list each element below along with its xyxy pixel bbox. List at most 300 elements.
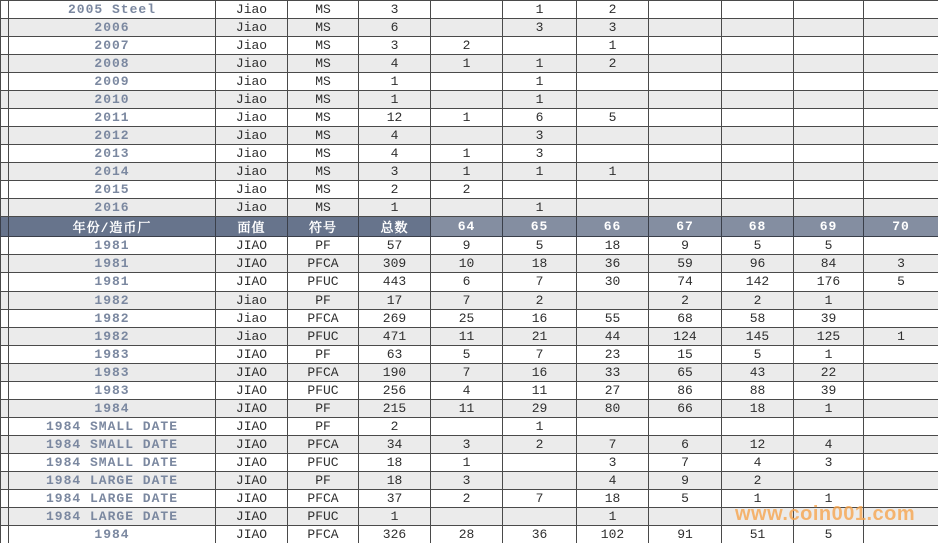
value-cell [864,489,938,507]
value-cell: 2 [359,181,431,199]
year-mint-cell: 1984 LARGE DATE [9,507,216,525]
table-row [1,399,938,417]
value-cell: 4 [577,471,649,489]
value-cell [794,471,864,489]
value-cell: 6 [359,19,431,37]
value-cell: 1 [503,73,577,91]
year-mint-cell: 2006 [9,19,216,37]
value-cell: 12 [722,435,794,453]
value-cell: 4 [359,145,431,163]
value-cell: 5 [722,345,794,363]
value-cell [794,73,864,91]
value-cell [864,1,938,19]
value-cell [864,345,938,363]
value-cell [794,109,864,127]
value-cell: 10 [431,255,503,273]
table-row [1,73,938,91]
value-cell: 2 [722,291,794,309]
value-cell: 30 [577,273,649,291]
row-edge-cell [1,127,9,145]
table-row [1,471,938,489]
value-cell: 25 [431,309,503,327]
value-cell: MS [288,145,359,163]
value-cell: Jiao [216,1,288,19]
year-mint-cell: 2007 [9,37,216,55]
value-cell [864,525,938,543]
site-watermark: www.coin001.com [735,503,916,525]
value-cell [431,73,503,91]
table-row [1,127,938,145]
value-cell: 68 [649,309,722,327]
value-cell: 1 [503,163,577,181]
value-cell [649,127,722,145]
value-cell: 3 [359,37,431,55]
value-cell: 1 [503,199,577,217]
row-edge-cell [1,199,9,217]
value-cell: 3 [503,127,577,145]
table-row [1,37,938,55]
value-cell: 5 [649,489,722,507]
value-cell: 6 [503,109,577,127]
value-cell [722,199,794,217]
value-cell: 6 [431,273,503,291]
value-cell: 11 [503,381,577,399]
value-cell: Jiao [216,19,288,37]
value-cell: 7 [503,345,577,363]
value-cell [864,127,938,145]
table-row [1,1,938,19]
value-cell: 4 [794,435,864,453]
value-cell: 3 [431,435,503,453]
table-row [1,109,938,127]
row-edge-cell [1,453,9,471]
table-row [1,417,938,435]
value-cell: JIAO [216,525,288,543]
value-cell [431,507,503,525]
value-cell: PFCA [288,489,359,507]
value-cell: 1 [577,507,649,525]
value-cell: 9 [649,471,722,489]
value-cell [503,507,577,525]
year-mint-cell: 1982 [9,291,216,309]
value-cell: 55 [577,309,649,327]
value-cell: 36 [503,525,577,543]
year-mint-cell: 2012 [9,127,216,145]
table-row [1,163,938,181]
value-cell: JIAO [216,399,288,417]
row-edge-cell [1,55,9,73]
value-cell: 5 [577,109,649,127]
value-cell: 7 [577,435,649,453]
value-cell: MS [288,109,359,127]
value-cell: PFCA [288,435,359,453]
value-cell [431,199,503,217]
value-cell: 18 [359,453,431,471]
value-cell [864,19,938,37]
value-cell: 3 [577,19,649,37]
value-cell: PFCA [288,525,359,543]
table-row [1,145,938,163]
value-cell: 7 [503,489,577,507]
value-cell: 4 [359,55,431,73]
value-cell: PFUC [288,507,359,525]
value-cell: PF [288,471,359,489]
value-cell: 34 [359,435,431,453]
value-cell: 18 [359,471,431,489]
row-edge-cell [1,181,9,199]
value-cell [649,199,722,217]
year-mint-cell: 1983 [9,381,216,399]
value-cell [794,127,864,145]
value-cell [649,55,722,73]
row-edge-cell [1,399,9,417]
value-cell: 1 [794,489,864,507]
year-mint-cell: 1982 [9,309,216,327]
value-cell [722,145,794,163]
value-cell [431,417,503,435]
value-cell: 58 [722,309,794,327]
value-cell [503,453,577,471]
row-edge-cell [1,381,9,399]
year-mint-cell: 1983 [9,363,216,381]
column-header-cell: 70 [864,217,938,237]
year-mint-cell: 2011 [9,109,216,127]
value-cell [722,127,794,145]
value-cell [577,417,649,435]
value-cell: PFUC [288,273,359,291]
value-cell [864,363,938,381]
table-row [1,255,938,273]
value-cell: 2 [431,181,503,199]
value-cell [649,1,722,19]
value-cell: 59 [649,255,722,273]
table-row [1,55,938,73]
value-cell: 1 [431,453,503,471]
value-cell: 37 [359,489,431,507]
value-cell [794,1,864,19]
value-cell: 1 [503,91,577,109]
value-cell: 43 [722,363,794,381]
table-row [1,181,938,199]
value-cell: 1 [359,73,431,91]
row-edge-cell [1,435,9,453]
value-cell: PF [288,237,359,255]
value-cell: 5 [503,237,577,255]
value-cell: Jiao [216,199,288,217]
value-cell: 256 [359,381,431,399]
row-edge-cell [1,91,9,109]
value-cell: 2 [577,55,649,73]
value-cell [722,109,794,127]
value-cell [649,417,722,435]
value-cell [794,163,864,181]
year-mint-cell: 1981 [9,237,216,255]
value-cell [864,37,938,55]
value-cell: 33 [577,363,649,381]
value-cell: 176 [794,273,864,291]
year-mint-cell: 1984 SMALL DATE [9,417,216,435]
value-cell: PF [288,345,359,363]
value-cell [722,507,794,525]
value-cell [794,19,864,37]
value-cell [864,91,938,109]
value-cell: 3 [431,471,503,489]
value-cell: 1 [794,399,864,417]
value-cell: 142 [722,273,794,291]
value-cell: PFCA [288,363,359,381]
column-header-cell: 69 [794,217,864,237]
value-cell: MS [288,91,359,109]
value-cell: 2 [649,291,722,309]
value-cell: JIAO [216,381,288,399]
value-cell: 80 [577,399,649,417]
row-edge-cell [1,363,9,381]
value-cell: 2 [577,1,649,19]
value-cell [864,417,938,435]
value-cell [649,145,722,163]
year-mint-cell: 2005 Steel [9,1,216,19]
value-cell: 309 [359,255,431,273]
value-cell: 5 [431,345,503,363]
value-cell: 44 [577,327,649,345]
value-cell: Jiao [216,327,288,345]
value-cell: 2 [431,37,503,55]
value-cell: 3 [503,145,577,163]
value-cell: 18 [722,399,794,417]
value-cell: JIAO [216,507,288,525]
value-cell: 6 [649,435,722,453]
value-cell [722,73,794,91]
value-cell: Jiao [216,109,288,127]
row-edge-cell [1,471,9,489]
value-cell [864,55,938,73]
value-cell: JIAO [216,453,288,471]
value-cell: 21 [503,327,577,345]
value-cell [431,127,503,145]
value-cell: Jiao [216,37,288,55]
value-cell: 1 [864,327,938,345]
value-cell: 12 [359,109,431,127]
value-cell: 18 [577,237,649,255]
value-cell [794,199,864,217]
column-header-cell: 66 [577,217,649,237]
value-cell: 16 [503,309,577,327]
value-cell: Jiao [216,91,288,109]
value-cell: 74 [649,273,722,291]
value-cell: JIAO [216,435,288,453]
value-cell: 1 [577,163,649,181]
value-cell [649,37,722,55]
value-cell [864,163,938,181]
value-cell: 125 [794,327,864,345]
value-cell: 7 [431,363,503,381]
value-cell: Jiao [216,181,288,199]
value-cell: JIAO [216,471,288,489]
value-cell: 471 [359,327,431,345]
row-edge-cell [1,525,9,543]
value-cell: 443 [359,273,431,291]
value-cell: 17 [359,291,431,309]
value-cell [577,127,649,145]
value-cell [431,19,503,37]
value-cell: MS [288,19,359,37]
value-cell [577,291,649,309]
value-cell: 1 [503,1,577,19]
row-edge-cell [1,145,9,163]
column-header-cell: 67 [649,217,722,237]
value-cell [722,91,794,109]
value-cell: 1 [431,109,503,127]
value-cell [794,181,864,199]
value-cell: 1 [722,489,794,507]
value-cell: 1 [359,91,431,109]
value-cell: 269 [359,309,431,327]
value-cell: 5 [722,237,794,255]
row-edge-cell [1,327,9,345]
year-mint-cell: 1982 [9,327,216,345]
value-cell [649,181,722,199]
value-cell: Jiao [216,55,288,73]
table-row [1,507,938,525]
row-edge-cell [1,73,9,91]
table-row [1,363,938,381]
value-cell [722,181,794,199]
table-row [1,453,938,471]
value-cell: JIAO [216,255,288,273]
value-cell [649,73,722,91]
value-cell: 39 [794,381,864,399]
table-row [1,381,938,399]
table-row [1,291,938,309]
column-header-cell: 总数 [359,217,431,237]
value-cell: 190 [359,363,431,381]
value-cell: 124 [649,327,722,345]
value-cell: 102 [577,525,649,543]
year-mint-cell: 2008 [9,55,216,73]
value-cell: 11 [431,399,503,417]
value-cell [864,237,938,255]
value-cell [503,37,577,55]
value-cell [503,181,577,199]
value-cell [722,37,794,55]
value-cell: JIAO [216,417,288,435]
table-row [1,91,938,109]
value-cell: 3 [794,453,864,471]
value-cell: 18 [503,255,577,273]
value-cell: 1 [359,199,431,217]
value-cell: Jiao [216,291,288,309]
value-cell: 1 [577,37,649,55]
value-cell: MS [288,181,359,199]
value-cell: 1 [431,163,503,181]
value-cell: PFUC [288,453,359,471]
value-cell: 4 [722,453,794,471]
column-header-cell: 年份/造币厂 [9,217,216,237]
value-cell [577,91,649,109]
value-cell: MS [288,199,359,217]
column-header-cell: 符号 [288,217,359,237]
value-cell: 2 [359,417,431,435]
value-cell: MS [288,73,359,91]
value-cell: 91 [649,525,722,543]
value-cell [649,507,722,525]
year-mint-cell: 1984 SMALL DATE [9,435,216,453]
value-cell: Jiao [216,163,288,181]
value-cell: MS [288,163,359,181]
column-header-cell: 面值 [216,217,288,237]
value-cell: 1 [359,507,431,525]
value-cell [649,109,722,127]
value-cell [864,471,938,489]
value-cell: 22 [794,363,864,381]
value-cell: Jiao [216,127,288,145]
row-edge-cell [1,255,9,273]
value-cell: 16 [503,363,577,381]
value-cell [649,91,722,109]
value-cell: JIAO [216,237,288,255]
value-cell [864,309,938,327]
value-cell: PFCA [288,309,359,327]
value-cell: 39 [794,309,864,327]
table-row [1,273,938,291]
row-edge-cell [1,109,9,127]
value-cell: 11 [431,327,503,345]
row-edge-cell [1,1,9,19]
value-cell: MS [288,1,359,19]
year-mint-cell: 2016 [9,199,216,217]
year-mint-cell: 2014 [9,163,216,181]
value-cell: 18 [577,489,649,507]
value-cell [794,55,864,73]
table-row [1,345,938,363]
table-row [1,199,938,217]
value-cell: 5 [794,237,864,255]
value-cell: 3 [359,163,431,181]
value-cell: MS [288,55,359,73]
value-cell [722,1,794,19]
value-cell: 1 [503,55,577,73]
value-cell [577,145,649,163]
value-cell: 29 [503,399,577,417]
value-cell: 7 [431,291,503,309]
value-cell: 3 [359,1,431,19]
row-edge-cell [1,273,9,291]
row-edge-cell [1,237,9,255]
row-edge-cell [1,489,9,507]
value-cell: 5 [864,273,938,291]
value-cell: JIAO [216,489,288,507]
value-cell [577,181,649,199]
column-header-cell: 68 [722,217,794,237]
value-cell: Jiao [216,145,288,163]
table-row [1,435,938,453]
column-header-cell: 65 [503,217,577,237]
column-header-cell: 64 [431,217,503,237]
year-mint-cell: 2010 [9,91,216,109]
value-cell: PF [288,291,359,309]
row-edge-cell [1,291,9,309]
value-cell [577,73,649,91]
year-mint-cell: 2013 [9,145,216,163]
value-cell [864,291,938,309]
value-cell [864,73,938,91]
value-cell: 15 [649,345,722,363]
value-cell: 3 [864,255,938,273]
value-cell: 5 [794,525,864,543]
year-mint-cell: 1981 [9,273,216,291]
value-cell: 9 [431,237,503,255]
value-cell: 1 [431,55,503,73]
